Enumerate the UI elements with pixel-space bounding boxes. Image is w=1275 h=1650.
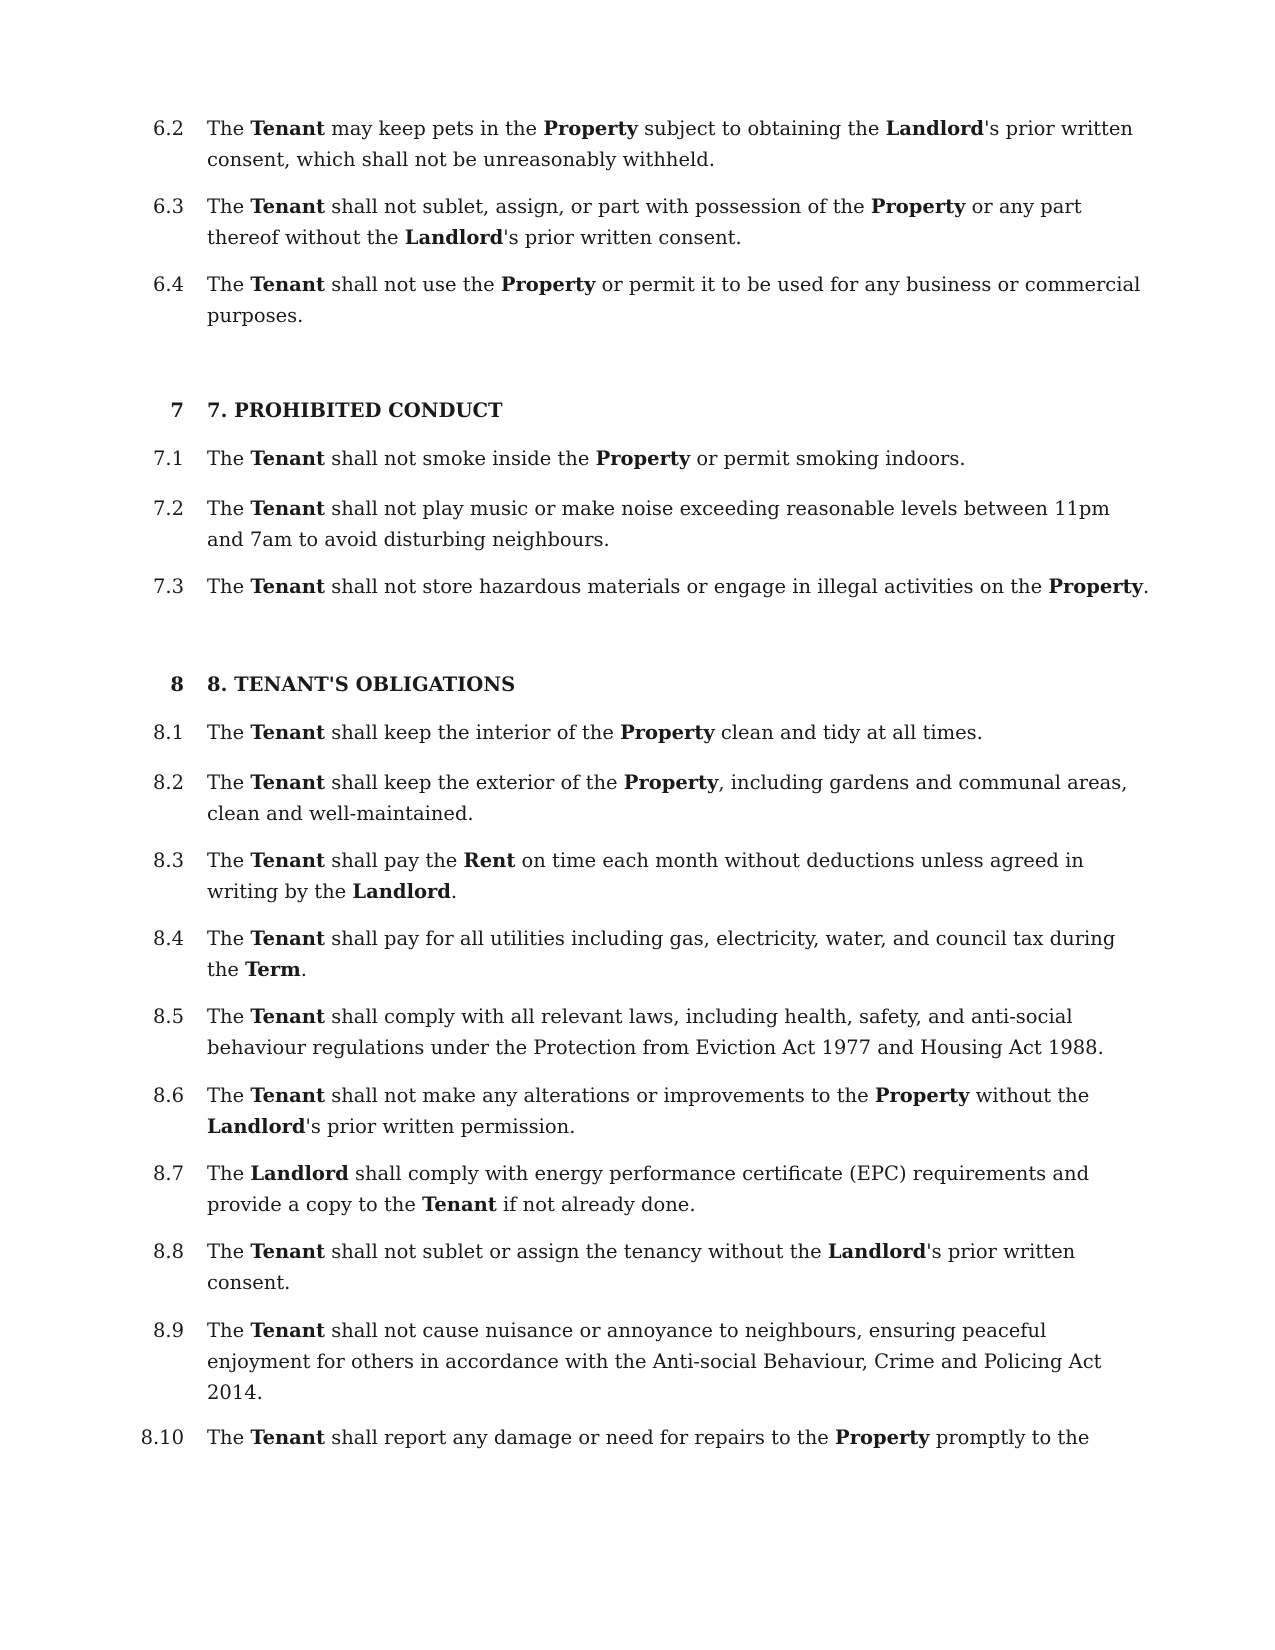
clause-text [207, 717, 1132, 748]
text-run: The [207, 195, 251, 218]
text-run: The [207, 1319, 251, 1342]
defined-term: Property [1048, 575, 1143, 598]
text-line [207, 222, 1132, 253]
text-run: shall not sublet or assign the tenancy without the [325, 1240, 828, 1263]
clause-number: 7 [170, 399, 184, 422]
defined-term: Tenant [250, 721, 325, 744]
clause-number: 7.3 [152, 575, 184, 598]
text-line [207, 571, 1150, 602]
defined-term: Tenant [250, 1240, 325, 1263]
text-line [207, 717, 1132, 748]
clause-text [207, 923, 1132, 985]
defined-term: Property [623, 771, 719, 794]
clause-text [207, 113, 1132, 175]
text-run: the [207, 958, 246, 981]
text-run: shall pay for all utilities including gas, electricity, water, and council tax during [325, 927, 1116, 950]
text-run: The [207, 1005, 251, 1028]
heading-text [207, 669, 1132, 700]
text-line [207, 1080, 1132, 1111]
text-line [207, 300, 1132, 331]
text-run: The [207, 1162, 251, 1185]
text-run: The [207, 927, 251, 950]
defined-term: Tenant [250, 117, 325, 140]
text-run: on time each month without deductions unless agreed in [515, 849, 1084, 872]
text-run: thereof without the [207, 226, 405, 249]
text-run: or permit smoking indoors. [690, 447, 966, 470]
defined-term: Landlord [404, 226, 504, 249]
text-run: . [300, 958, 307, 981]
text-line [207, 1267, 1132, 1298]
defined-term: Property [543, 117, 638, 140]
text-run: The [207, 771, 251, 794]
text-line [207, 493, 1132, 524]
defined-term: Rent [463, 849, 516, 872]
text-run: shall comply with energy performance certificate (EPC) requirements and [348, 1162, 1090, 1185]
text-run: promptly to the [929, 1426, 1090, 1449]
text-run: may keep pets in the [325, 117, 544, 140]
text-run: shall not store hazardous materials or engage in illegal activities on the [325, 575, 1049, 598]
defined-term: Property [870, 195, 966, 218]
text-run: provide a copy to the [207, 1193, 423, 1216]
clause-text [207, 443, 1132, 474]
clause-number: 8 [170, 673, 184, 696]
defined-term: Tenant [422, 1193, 497, 1216]
defined-term: Tenant [250, 497, 325, 520]
text-line [207, 443, 1132, 474]
clause-number: 8.4 [152, 927, 184, 950]
text-run: enjoyment for others in accordance with the Anti-social Behaviour, Crime and Policing Act [207, 1350, 1102, 1373]
defined-term: Property [835, 1426, 930, 1449]
text-run: shall keep the exterior of the [325, 771, 624, 794]
defined-term: Landlord [250, 1162, 349, 1185]
text-run: and 7am to avoid disturbing neighbours. [207, 528, 610, 551]
defined-term: Tenant [250, 927, 325, 950]
defined-term: Tenant [250, 771, 325, 794]
text-line [207, 1236, 1132, 1267]
clause-number: 8.10 [140, 1426, 184, 1449]
clause-text [207, 493, 1132, 555]
text-run: shall report any damage or need for repairs to the [325, 1426, 836, 1449]
defined-term: Tenant [250, 575, 325, 598]
defined-term: Landlord [207, 1115, 306, 1138]
clause-text [207, 1001, 1132, 1063]
defined-term: Landlord [827, 1240, 927, 1263]
text-run: . [450, 880, 458, 903]
clause-number: 6.2 [152, 117, 184, 140]
text-run: if not already done. [496, 1193, 696, 1216]
text-run: shall not smoke inside the [325, 447, 596, 470]
defined-term: Tenant [250, 195, 325, 218]
text-line [207, 923, 1132, 954]
clause-number: 7.1 [152, 447, 184, 470]
text-line [207, 1346, 1132, 1377]
clause-number: 8.8 [152, 1240, 184, 1263]
text-line [207, 191, 1132, 222]
clause-number: 7.2 [152, 497, 184, 520]
clause-number: 8.7 [152, 1162, 184, 1185]
text-run: consent, which shall not be unreasonably withheld. [207, 148, 715, 171]
text-line [207, 395, 1132, 426]
defined-term: Tenant [250, 447, 325, 470]
text-line [207, 269, 1141, 300]
clause-text [207, 1080, 1132, 1142]
defined-term: Property [595, 447, 691, 470]
text-run: shall comply with all relevant laws, including health, safety, and anti-social [325, 1005, 1073, 1028]
defined-term: Property [500, 273, 596, 296]
text-run: shall keep the interior of the [325, 721, 621, 744]
text-run: 's prior written consent. [503, 226, 742, 249]
text-run: purposes. [207, 304, 304, 327]
text-run: The [207, 497, 251, 520]
text-line [207, 1189, 1132, 1220]
text-run: clean and tidy at all times. [714, 721, 983, 744]
text-run: shall not use the [325, 273, 501, 296]
clause-text [207, 269, 1141, 331]
defined-term: Landlord [885, 117, 985, 140]
clause-number: 8.5 [152, 1005, 184, 1028]
defined-term: Term [245, 958, 301, 981]
clause-text [207, 767, 1132, 829]
text-run: , including gardens and communal areas, [718, 771, 1128, 794]
text-run: The [207, 575, 251, 598]
defined-term: Tenant [250, 849, 325, 872]
defined-term: Landlord [352, 880, 451, 903]
text-run: consent. [207, 1271, 291, 1294]
text-line [207, 1377, 1132, 1408]
text-run: The [207, 1426, 251, 1449]
text-run: The [207, 1084, 251, 1107]
text-line [207, 1001, 1132, 1032]
defined-term: Property [620, 721, 715, 744]
text-run: behaviour regulations under the Protection from Eviction Act 1977 and Housing Act 1988. [207, 1036, 1104, 1059]
text-line [207, 767, 1132, 798]
text-run: shall not make any alterations or improvements to the [325, 1084, 875, 1107]
text-run: 7. PROHIBITED CONDUCT [207, 399, 503, 422]
defined-term: Tenant [250, 1426, 325, 1449]
defined-term: Tenant [250, 1319, 325, 1342]
text-run: The [207, 721, 251, 744]
text-run: writing by the [207, 880, 353, 903]
text-line [207, 1315, 1132, 1346]
text-run: shall not cause nuisance or annoyance to neighbours, ensuring peaceful [325, 1319, 1047, 1342]
defined-term: Tenant [250, 1005, 325, 1028]
clause-text [207, 845, 1132, 907]
clause-text [207, 1315, 1132, 1408]
clause-number: 8.3 [152, 849, 184, 872]
text-run: without the [969, 1084, 1090, 1107]
text-line [207, 954, 1132, 985]
clause-number: 8.1 [152, 721, 184, 744]
clause-text [207, 1236, 1132, 1298]
clause-text [207, 1422, 1132, 1453]
text-line [207, 144, 1132, 175]
text-line [207, 113, 1132, 144]
defined-term: Property [874, 1084, 970, 1107]
text-line [207, 669, 1132, 700]
text-run: . [1142, 575, 1150, 598]
defined-term: Tenant [250, 273, 325, 296]
text-run: 's prior written permission. [305, 1115, 576, 1138]
text-line [207, 1158, 1132, 1189]
clause-text [207, 571, 1150, 602]
heading-text [207, 395, 1132, 426]
text-run: or any part [965, 195, 1082, 218]
text-run: The [207, 273, 251, 296]
text-run: shall pay the [325, 849, 464, 872]
text-line [207, 798, 1132, 829]
text-run: shall not play music or make noise exceeding reasonable levels between 11pm [325, 497, 1110, 520]
text-run: clean and well-maintained. [207, 802, 474, 825]
clause-number: 8.9 [152, 1319, 184, 1342]
text-run: or permit it to be used for any business or commercial [595, 273, 1141, 296]
clause-number: 6.3 [152, 195, 184, 218]
text-line [207, 845, 1132, 876]
text-run: 2014. [207, 1381, 263, 1404]
text-run: subject to obtaining the [637, 117, 886, 140]
text-line [207, 1111, 1132, 1142]
clause-number: 8.2 [152, 771, 184, 794]
text-line [207, 1422, 1132, 1453]
clause-text [207, 191, 1132, 253]
text-line [207, 876, 1132, 907]
text-run: The [207, 1240, 251, 1263]
text-run: 8. TENANT'S OBLIGATIONS [207, 673, 516, 696]
defined-term: Tenant [250, 1084, 325, 1107]
text-run: The [207, 849, 251, 872]
clause-number: 6.4 [152, 273, 184, 296]
text-line [207, 524, 1132, 555]
text-run: 's prior written [984, 117, 1133, 140]
text-run: 's prior written [926, 1240, 1076, 1263]
text-run: The [207, 117, 251, 140]
clause-text [207, 1158, 1132, 1220]
text-run: shall not sublet, assign, or part with possession of the [325, 195, 871, 218]
text-line [207, 1032, 1132, 1063]
text-run: The [207, 447, 251, 470]
clause-number: 8.6 [152, 1084, 184, 1107]
